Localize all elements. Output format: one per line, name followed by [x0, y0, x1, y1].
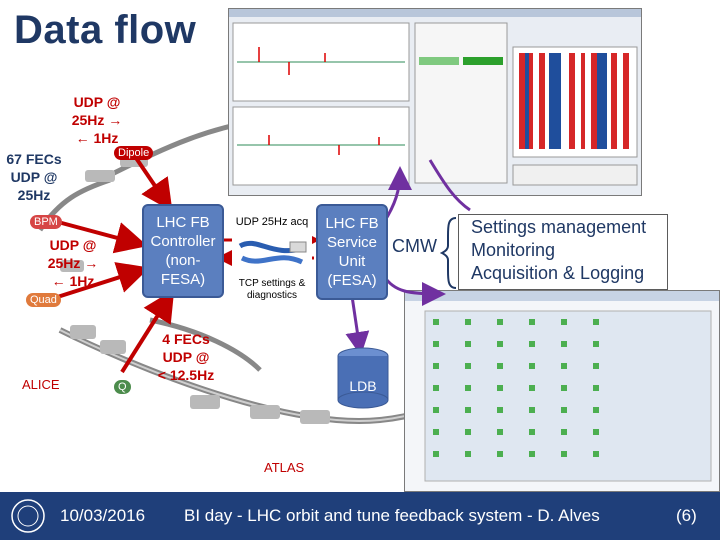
settings-line-1: Settings management: [471, 217, 647, 237]
controller-line-2: Controller: [150, 233, 216, 250]
tcp-line-1: TCP settings &: [238, 278, 306, 289]
tcp-line-2: diagnostics: [246, 290, 298, 301]
controller-line-3: (non-FESA): [160, 252, 206, 288]
cmw-bottom-arrow: [384, 276, 440, 294]
network-cable-image: [232, 216, 312, 308]
udp-acq-label: UDP 25Hz acq: [235, 216, 309, 228]
cern-logo-icon: [10, 498, 46, 534]
fecs4-line-1: 4 FECs: [162, 331, 210, 347]
fecs67-line-2: UDP @: [10, 169, 58, 185]
screen-link-arrow: [430, 160, 470, 210]
cmw-brace-icon: [440, 216, 460, 290]
footer-date: 10/03/2016: [60, 506, 146, 525]
udp-top-line-2: 25Hz →: [71, 112, 123, 128]
bpm-tag: BPM: [30, 215, 62, 229]
ldb-arrow: [352, 296, 360, 350]
q-tag: Q: [114, 380, 131, 394]
fecs67-line-3: 25Hz: [17, 187, 51, 203]
controller-line-1: LHC FB: [156, 214, 210, 231]
fecs4-line-2: UDP @: [162, 349, 210, 365]
service-line-1: LHC FB: [325, 215, 379, 232]
footer-caption: BI day - LHC orbit and tune feedback system - D. Alves: [184, 506, 600, 525]
page-number: (6): [676, 506, 697, 525]
udp-mid-line-2: 25Hz →: [47, 255, 99, 271]
service-line-3: Unit: [338, 253, 366, 270]
controller-box: [142, 204, 224, 298]
udp-top-line-1: UDP @: [73, 94, 121, 110]
fecs67-line-1: 67 FECs: [6, 151, 62, 167]
ldb-label: LDB: [349, 378, 377, 394]
settings-line-2: Monitoring: [471, 240, 556, 260]
udp-mid-label: [40, 236, 106, 290]
quad-tag: Quad: [26, 293, 61, 307]
slide-title: Data flow: [14, 8, 197, 52]
udp-mid-line-1: UDP @: [49, 237, 97, 253]
settings-line-3: Acquisition & Logging: [471, 263, 645, 283]
alice-label: ALICE: [22, 377, 60, 392]
udp-mid-line-3: ← 1Hz: [51, 273, 95, 289]
dipole-arrow: [134, 155, 168, 205]
fecs67-label: [2, 150, 66, 204]
dipole-tag: Dipole: [114, 146, 153, 160]
fecs4-label: [150, 330, 222, 384]
ethernet-cable-icon: [232, 228, 312, 278]
cmw-label: CMW: [392, 236, 437, 256]
service-line-2: Service: [326, 234, 378, 251]
service-line-4: (FESA): [327, 272, 377, 289]
fecs4-line-3: < 12.5Hz: [157, 367, 215, 383]
atlas-label: ATLAS: [264, 460, 305, 475]
service-unit-box: [316, 204, 388, 300]
udp-top-line-3: ← 1Hz: [75, 130, 119, 146]
udp-top-label: [64, 93, 130, 147]
